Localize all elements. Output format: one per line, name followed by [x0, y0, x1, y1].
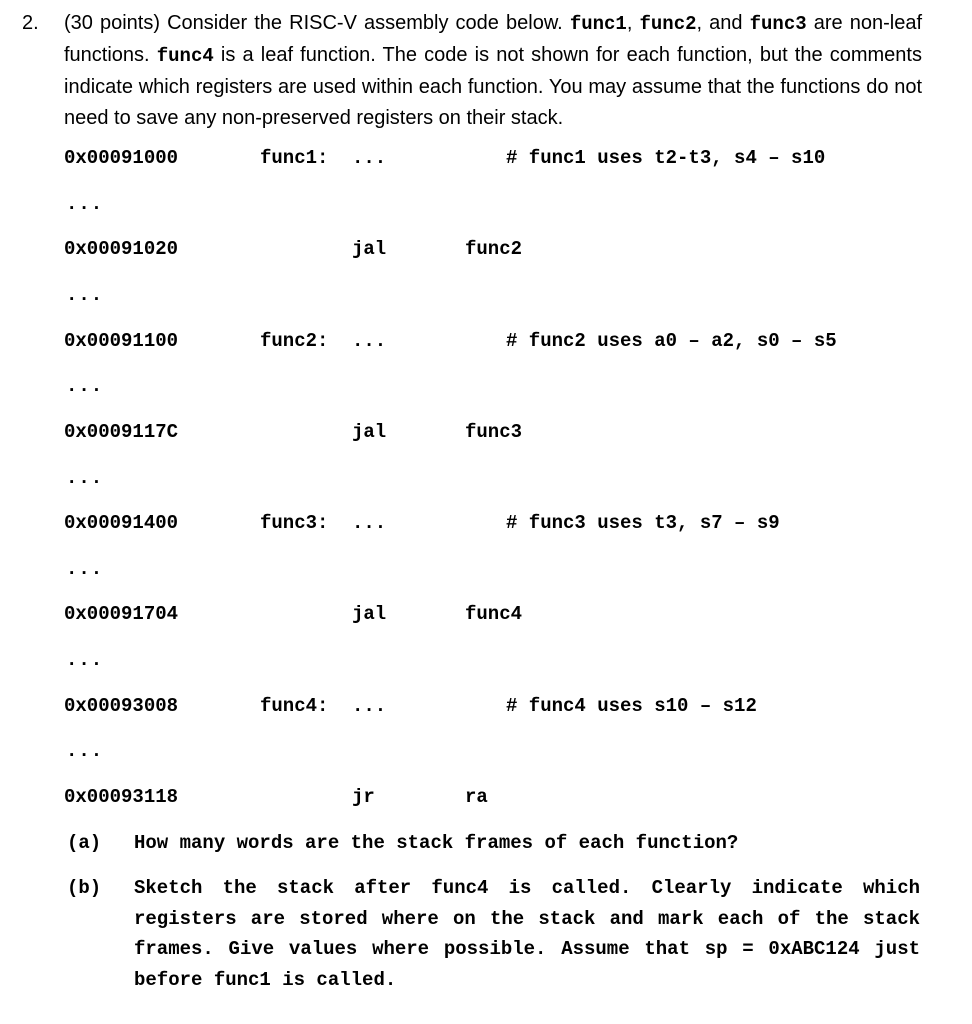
code-opcode: jr	[352, 786, 375, 808]
intro-text-2: ,	[626, 12, 640, 34]
code-address: 0x00091704	[64, 603, 179, 625]
code-ellipsis: ...	[66, 558, 104, 580]
code-line-jr-ra	[0, 784, 972, 810]
code-label: func1:	[260, 147, 329, 169]
code-label: func2:	[260, 330, 329, 352]
code-comment: # func2 uses a0 – a2, s0 – s5	[506, 330, 837, 352]
intro-text-4: are non-leaf functions.	[64, 12, 922, 66]
code-ellipsis: ...	[66, 649, 104, 671]
code-line-jal-func3	[0, 419, 972, 445]
code-line-func3	[0, 510, 972, 536]
code-address: 0x00093118	[64, 786, 179, 808]
code-line-func1	[0, 145, 972, 171]
code-address: 0x00091100	[64, 330, 179, 352]
code-operand: func4	[465, 603, 523, 625]
code-label: func3:	[260, 512, 329, 534]
code-ellipsis: ...	[352, 330, 387, 352]
intro-text-3: , and	[696, 12, 750, 34]
intro-text-5: is a leaf function. The code is not shown for each function, but the comments indicate which registers are used within each function. You may assume that the functions do not need to save any non-preserved registers on their stack.	[64, 44, 922, 129]
code-comment: # func1 uses t2-t3, s4 – s10	[506, 147, 826, 169]
code-line-jal-func4	[0, 601, 972, 627]
code-comment: # func4 uses s10 – s12	[506, 695, 757, 717]
code-label: func4:	[260, 695, 329, 717]
code-ellipsis: ...	[66, 467, 104, 489]
code-gap	[0, 373, 972, 399]
part-letter: (b)	[67, 877, 102, 899]
code-gap	[0, 556, 972, 582]
code-opcode: jal	[352, 421, 387, 443]
part-letter: (a)	[67, 832, 102, 854]
code-gap	[0, 282, 972, 308]
code-opcode: jal	[352, 238, 387, 260]
func2-ref: func2	[639, 13, 697, 35]
intro-text-1: (30 points) Consider the RISC-V assembly code below.	[64, 12, 570, 34]
code-gap	[0, 465, 972, 491]
code-gap	[0, 647, 972, 673]
code-comment: # func3 uses t3, s7 – s9	[506, 512, 780, 534]
code-operand: ra	[465, 786, 488, 808]
code-address: 0x00091020	[64, 238, 179, 260]
code-ellipsis: ...	[66, 375, 104, 397]
code-operand: func3	[465, 421, 523, 443]
code-opcode: jal	[352, 603, 387, 625]
code-ellipsis: ...	[66, 284, 104, 306]
code-ellipsis: ...	[352, 695, 387, 717]
code-gap	[0, 191, 972, 217]
code-ellipsis: ...	[352, 147, 387, 169]
code-line-func2	[0, 328, 972, 354]
question-number: 2.	[22, 12, 39, 34]
code-address: 0x0009117C	[64, 421, 179, 443]
code-gap	[0, 738, 972, 764]
code-ellipsis: ...	[352, 512, 387, 534]
func4-ref: func4	[156, 45, 214, 67]
code-line-jal-func2	[0, 236, 972, 262]
func3-ref: func3	[749, 13, 807, 35]
code-address: 0x00091400	[64, 512, 179, 534]
code-address: 0x00091000	[64, 147, 179, 169]
code-ellipsis: ...	[66, 740, 104, 762]
func1-ref: func1	[569, 13, 627, 35]
part-text: Sketch the stack after func4 is called. Clearly indicate which registers are stored where on the stack and mark each of the stack frames. Give values where possible. Assume that sp = 0xABC124 just before func1 is called.	[134, 877, 920, 991]
code-ellipsis: ...	[66, 193, 104, 215]
code-line-func4	[0, 693, 972, 719]
part-text: How many words are the stack frames of each function?	[134, 832, 739, 854]
code-address: 0x00093008	[64, 695, 179, 717]
code-operand: func2	[465, 238, 523, 260]
